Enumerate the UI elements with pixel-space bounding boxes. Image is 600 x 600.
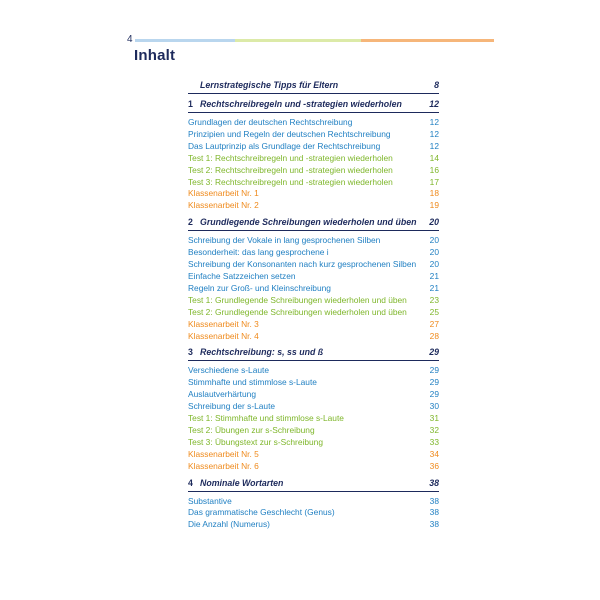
toc-entry[interactable] xyxy=(188,141,439,153)
color-bar-blue xyxy=(135,39,235,42)
toc-entry[interactable] xyxy=(188,117,439,129)
toc-entry-page: 19 xyxy=(429,200,439,211)
color-bar-green xyxy=(235,39,361,42)
toc-entry-page: 17 xyxy=(429,176,439,187)
toc-entry[interactable] xyxy=(188,496,439,508)
toc-entry-text: Verschiedene s-Laute xyxy=(188,365,270,376)
toc-entry[interactable] xyxy=(188,389,439,401)
page-title: Inhalt xyxy=(134,47,176,64)
page-number: 4 xyxy=(127,34,133,45)
toc-entry-page: 14 xyxy=(429,152,439,163)
toc-entry[interactable] xyxy=(188,283,439,295)
toc-entry[interactable] xyxy=(188,365,439,377)
toc-entry-page: 38 xyxy=(429,519,439,530)
toc-entry-page: 38 xyxy=(429,495,439,506)
section-heading-label xyxy=(188,478,283,488)
toc-entry-text: Die Anzahl (Numerus) xyxy=(188,519,270,530)
section-number: 2 xyxy=(188,217,193,228)
toc-entry-text: Test 1: Grundlegende Schreibungen wiederholen und üben xyxy=(188,294,407,305)
toc-entry-page: 20 xyxy=(429,259,439,270)
toc-entry-page: 12 xyxy=(429,140,439,151)
toc-entry-text: Regeln zur Groß- und Kleinschreibung xyxy=(188,282,331,293)
toc-entry-page: 18 xyxy=(429,188,439,199)
toc-entry-page: 33 xyxy=(429,436,439,447)
toc-entry-text: Test 1: Rechtschreibregeln und -strategien wiederholen xyxy=(188,152,393,163)
toc-entry[interactable] xyxy=(188,413,439,425)
toc-intro-heading[interactable] xyxy=(188,80,439,94)
toc-entry-text: Test 3: Rechtschreibregeln und -strategien wiederholen xyxy=(188,176,393,187)
toc-entry-page: 28 xyxy=(429,330,439,341)
color-bar xyxy=(135,39,494,42)
section-heading-label xyxy=(188,99,402,109)
section-heading-label xyxy=(188,347,323,357)
toc-entry-page: 34 xyxy=(429,448,439,459)
toc-entry-text: Klassenarbeit Nr. 5 xyxy=(188,448,259,459)
toc-entry-text: Das grammatische Geschlecht (Genus) xyxy=(188,507,335,518)
toc-entry-text: Test 2: Grundlegende Schreibungen wiederholen und üben xyxy=(188,306,407,317)
section-heading[interactable] xyxy=(188,217,439,231)
section-title: Nominale Wortarten xyxy=(200,477,284,488)
toc-entry-text: Das Lautprinzip als Grundlage der Rechtschreibung xyxy=(188,140,381,151)
toc-entry[interactable] xyxy=(188,188,439,200)
toc-entry-page: 29 xyxy=(429,389,439,400)
section-number: 1 xyxy=(188,99,193,109)
toc-entry[interactable] xyxy=(188,271,439,283)
toc-entry-text: Test 2: Rechtschreibregeln und -strategien wiederholen xyxy=(188,164,393,175)
toc-entry-page: 29 xyxy=(429,377,439,388)
toc-entry[interactable] xyxy=(188,295,439,307)
toc-section xyxy=(188,347,439,472)
toc-entry-text: Substantive xyxy=(188,495,232,506)
section-title: Grundlegende Schreibungen wiederholen und üben xyxy=(200,217,417,228)
section-title: Rechtschreibung: s, ss und ß xyxy=(200,347,324,358)
toc-entry-text: Klassenarbeit Nr. 3 xyxy=(188,318,259,329)
toc-intro-page: 8 xyxy=(434,80,439,90)
toc-entry-text: Schreibung der Vokale in lang gesprochenen Silben xyxy=(188,235,381,246)
section-page: 12 xyxy=(429,99,439,109)
toc-entry[interactable] xyxy=(188,331,439,343)
section-page: 20 xyxy=(429,217,439,228)
toc-entry-page: 12 xyxy=(429,117,439,127)
section-page: 29 xyxy=(429,347,439,358)
section-number: 4 xyxy=(188,477,193,488)
toc-entry[interactable] xyxy=(188,319,439,331)
toc-entry-page: 21 xyxy=(429,282,439,293)
toc-entry[interactable] xyxy=(188,425,439,437)
toc-entry-page: 12 xyxy=(429,128,439,139)
toc-entry-text: Klassenarbeit Nr. 1 xyxy=(188,188,259,199)
toc-entry-text: Klassenarbeit Nr. 6 xyxy=(188,460,259,471)
toc-entry-page: 20 xyxy=(429,247,439,258)
toc-entry-page: 20 xyxy=(429,235,439,246)
section-heading[interactable] xyxy=(188,478,439,492)
toc-entry[interactable] xyxy=(188,437,439,449)
toc-section xyxy=(188,99,439,212)
section-heading[interactable] xyxy=(188,347,439,361)
toc-entry[interactable] xyxy=(188,259,439,271)
toc-entry[interactable] xyxy=(188,519,439,531)
toc-entry-text: Test 1: Stimmhafte und stimmlose s-Laute xyxy=(188,413,344,424)
toc-entry-text: Test 2: Übungen zur s-Schreibung xyxy=(188,424,315,435)
toc-entry-text: Schreibung der Konsonanten nach kurz gesprochenen Silben xyxy=(188,259,417,270)
toc-entry-text: Klassenarbeit Nr. 4 xyxy=(188,330,259,341)
color-bar-orange xyxy=(361,39,494,42)
toc-entry-text: Einfache Satzzeichen setzen xyxy=(188,270,296,281)
toc-entry[interactable] xyxy=(188,235,439,247)
toc-entry[interactable] xyxy=(188,307,439,319)
toc-entry[interactable] xyxy=(188,377,439,389)
section-page: 38 xyxy=(429,477,439,488)
toc-entry-page: 36 xyxy=(429,460,439,471)
toc-section xyxy=(188,478,439,532)
toc-intro-title: Lernstrategische Tipps für Eltern xyxy=(200,80,339,90)
toc-entry-page: 30 xyxy=(429,401,439,412)
toc-entry-page: 23 xyxy=(429,294,439,305)
toc-entry[interactable] xyxy=(188,129,439,141)
toc-entry-page: 38 xyxy=(429,507,439,518)
toc-entry-text: Besonderheit: das lang gesprochene i xyxy=(188,247,329,258)
section-number: 3 xyxy=(188,347,193,358)
toc-entry-text: Test 3: Übungstext zur s-Schreibung xyxy=(188,436,323,447)
toc-entry[interactable] xyxy=(188,200,439,212)
toc-entry-text: Auslautverhärtung xyxy=(188,389,256,400)
toc-entry-text: Stimmhafte und stimmlose s-Laute xyxy=(188,377,317,388)
toc-entry-page: 27 xyxy=(429,318,439,329)
toc-section xyxy=(188,217,439,342)
toc-entry[interactable] xyxy=(188,177,439,189)
section-title: Rechtschreibregeln und -strategien wiederholen xyxy=(200,99,402,109)
toc-entry[interactable] xyxy=(188,461,439,473)
toc-entry-page: 25 xyxy=(429,306,439,317)
toc-entry[interactable] xyxy=(188,247,439,259)
toc-entry-text: Schreibung der s-Laute xyxy=(188,401,276,412)
toc-entry-page: 29 xyxy=(429,365,439,376)
toc-entry[interactable] xyxy=(188,507,439,519)
section-heading-label xyxy=(188,217,417,227)
section-heading[interactable] xyxy=(188,99,439,113)
toc-intro xyxy=(188,80,439,94)
toc-entry[interactable] xyxy=(188,449,439,461)
toc-entry-page: 21 xyxy=(429,270,439,281)
toc-entry-text: Grundlagen der deutschen Rechtschreibung xyxy=(188,117,353,127)
toc-entry[interactable] xyxy=(188,401,439,413)
toc-entry-page: 31 xyxy=(429,413,439,424)
toc-entry-page: 16 xyxy=(429,164,439,175)
toc-entry-text: Prinzipien und Regeln der deutschen Rechtschreibung xyxy=(188,128,391,139)
toc-entry-text: Klassenarbeit Nr. 2 xyxy=(188,200,259,211)
toc-entry[interactable] xyxy=(188,165,439,177)
table-of-contents xyxy=(188,80,439,536)
toc-entry[interactable] xyxy=(188,153,439,165)
toc-entry-page: 32 xyxy=(429,424,439,435)
